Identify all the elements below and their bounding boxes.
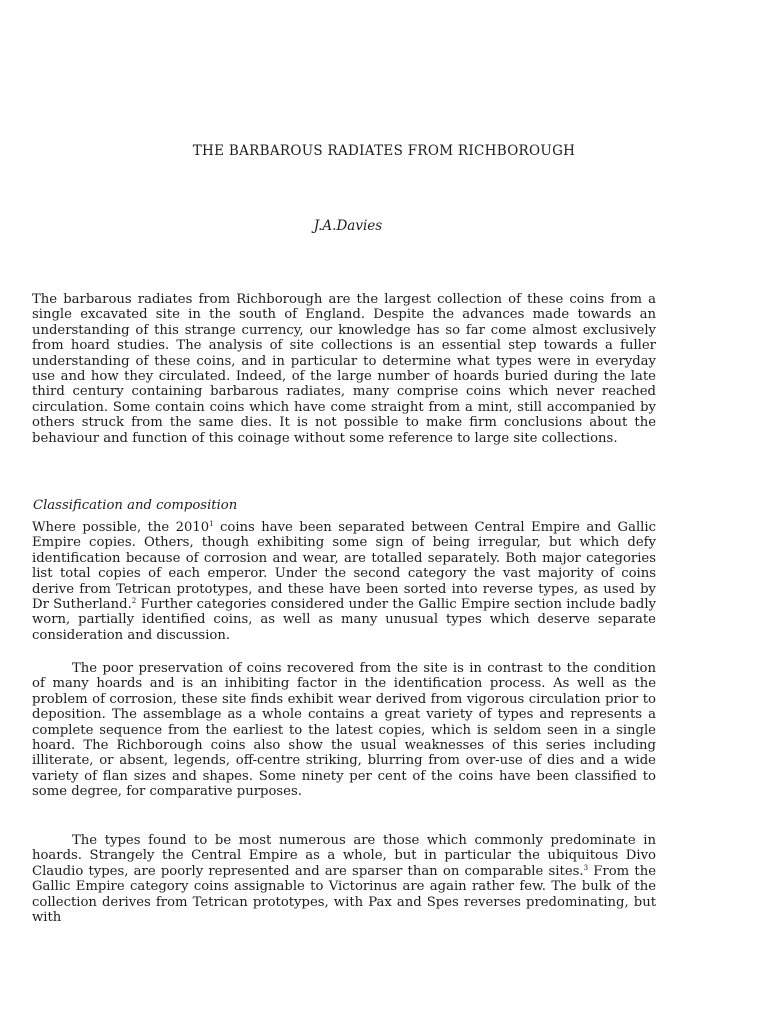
paper-title: THE BARBAROUS RADIATES FROM RICHBOROUGH xyxy=(192,143,576,159)
footnote-ref: 3 xyxy=(583,863,589,872)
paragraph-preservation: The poor preservation of coins recovered from the site is in contrast to the condition of many hoards and is an inhibiting factor in the identification process. As well as the problem of corrosion, these site finds exhibit wear derived from vigorous circulation prior to deposition. The assemblage as a whole contains a great variety of types and represents a complete sequence from the earliest to the latest copies, which is seldom seen in a single hoard. The Richborough coins also show the usual weaknesses of this series including illiterate, or absent, legends, off-centre striking, blurring from over-use of dies and a wide variety of flan sizes and shapes. Some ninety per cent of the coins have been classified to some degree, for comparative purposes. xyxy=(32,661,656,800)
section-heading: Classification and composition xyxy=(33,498,238,513)
text-run: Further categories considered under the Gallic Empire section include badly worn, partially identified coins, as well as many unusual types which deserve separate consideration and discussion. xyxy=(32,597,656,643)
paragraph-types xyxy=(32,833,656,925)
footnote-ref: 1 xyxy=(209,520,214,528)
text-run: Where possible, the 2010 xyxy=(32,520,210,535)
text-run: coins have been separated between Central Empire and Gallic Empire copies. Others, though exhibiting some sign of being irregular, but which defy identification because of corrosion and wear, are totalled separately. Both major categories list total copies of each emperor. Under the second category the vast majority of coins derive from Tetrican prototypes, and these have been sorted into reverse types, as used by Dr Sutherland. xyxy=(32,520,656,613)
author-name: J.A.Davies xyxy=(313,218,383,234)
paragraph-classification xyxy=(32,520,656,643)
text-run: From the Gallic Empire category coins assignable to Victorinus are again rather few. The bulk of the collection derives from Tetrican prototypes, with Pax and Spes reverses predominating, but with xyxy=(32,863,656,926)
text-run: The types found to be most numerous are those which commonly predominate in hoards. Strangely the Central Empire as a whole, but in particular the ubiquitous Divo Claudio types, are poorly represented and are sparser than on comparable sites. xyxy=(32,833,656,879)
intro-paragraph: The barbarous radiates from Richborough are the largest collection of these coins from a single excavated site in the south of England. Despite the advances made towards an understanding of this strange currency, our knowledge has so far come almost exclusively from hoard studies. The analysis of site collections is an essential step towards a fuller understanding of these coins, and in particular to determine what types were in everyday use and how they circulated. Indeed, of the large number of hoards buried during the late third century containing barbarous radiates, many comprise coins which never reached circulation. Some contain coins which have come straight from a mint, still accompanied by others struck from the same dies. It is not possible to make firm conclusions about the behaviour and function of this coinage without some reference to large site collections. xyxy=(32,292,656,446)
footnote-ref: 2 xyxy=(131,597,137,606)
